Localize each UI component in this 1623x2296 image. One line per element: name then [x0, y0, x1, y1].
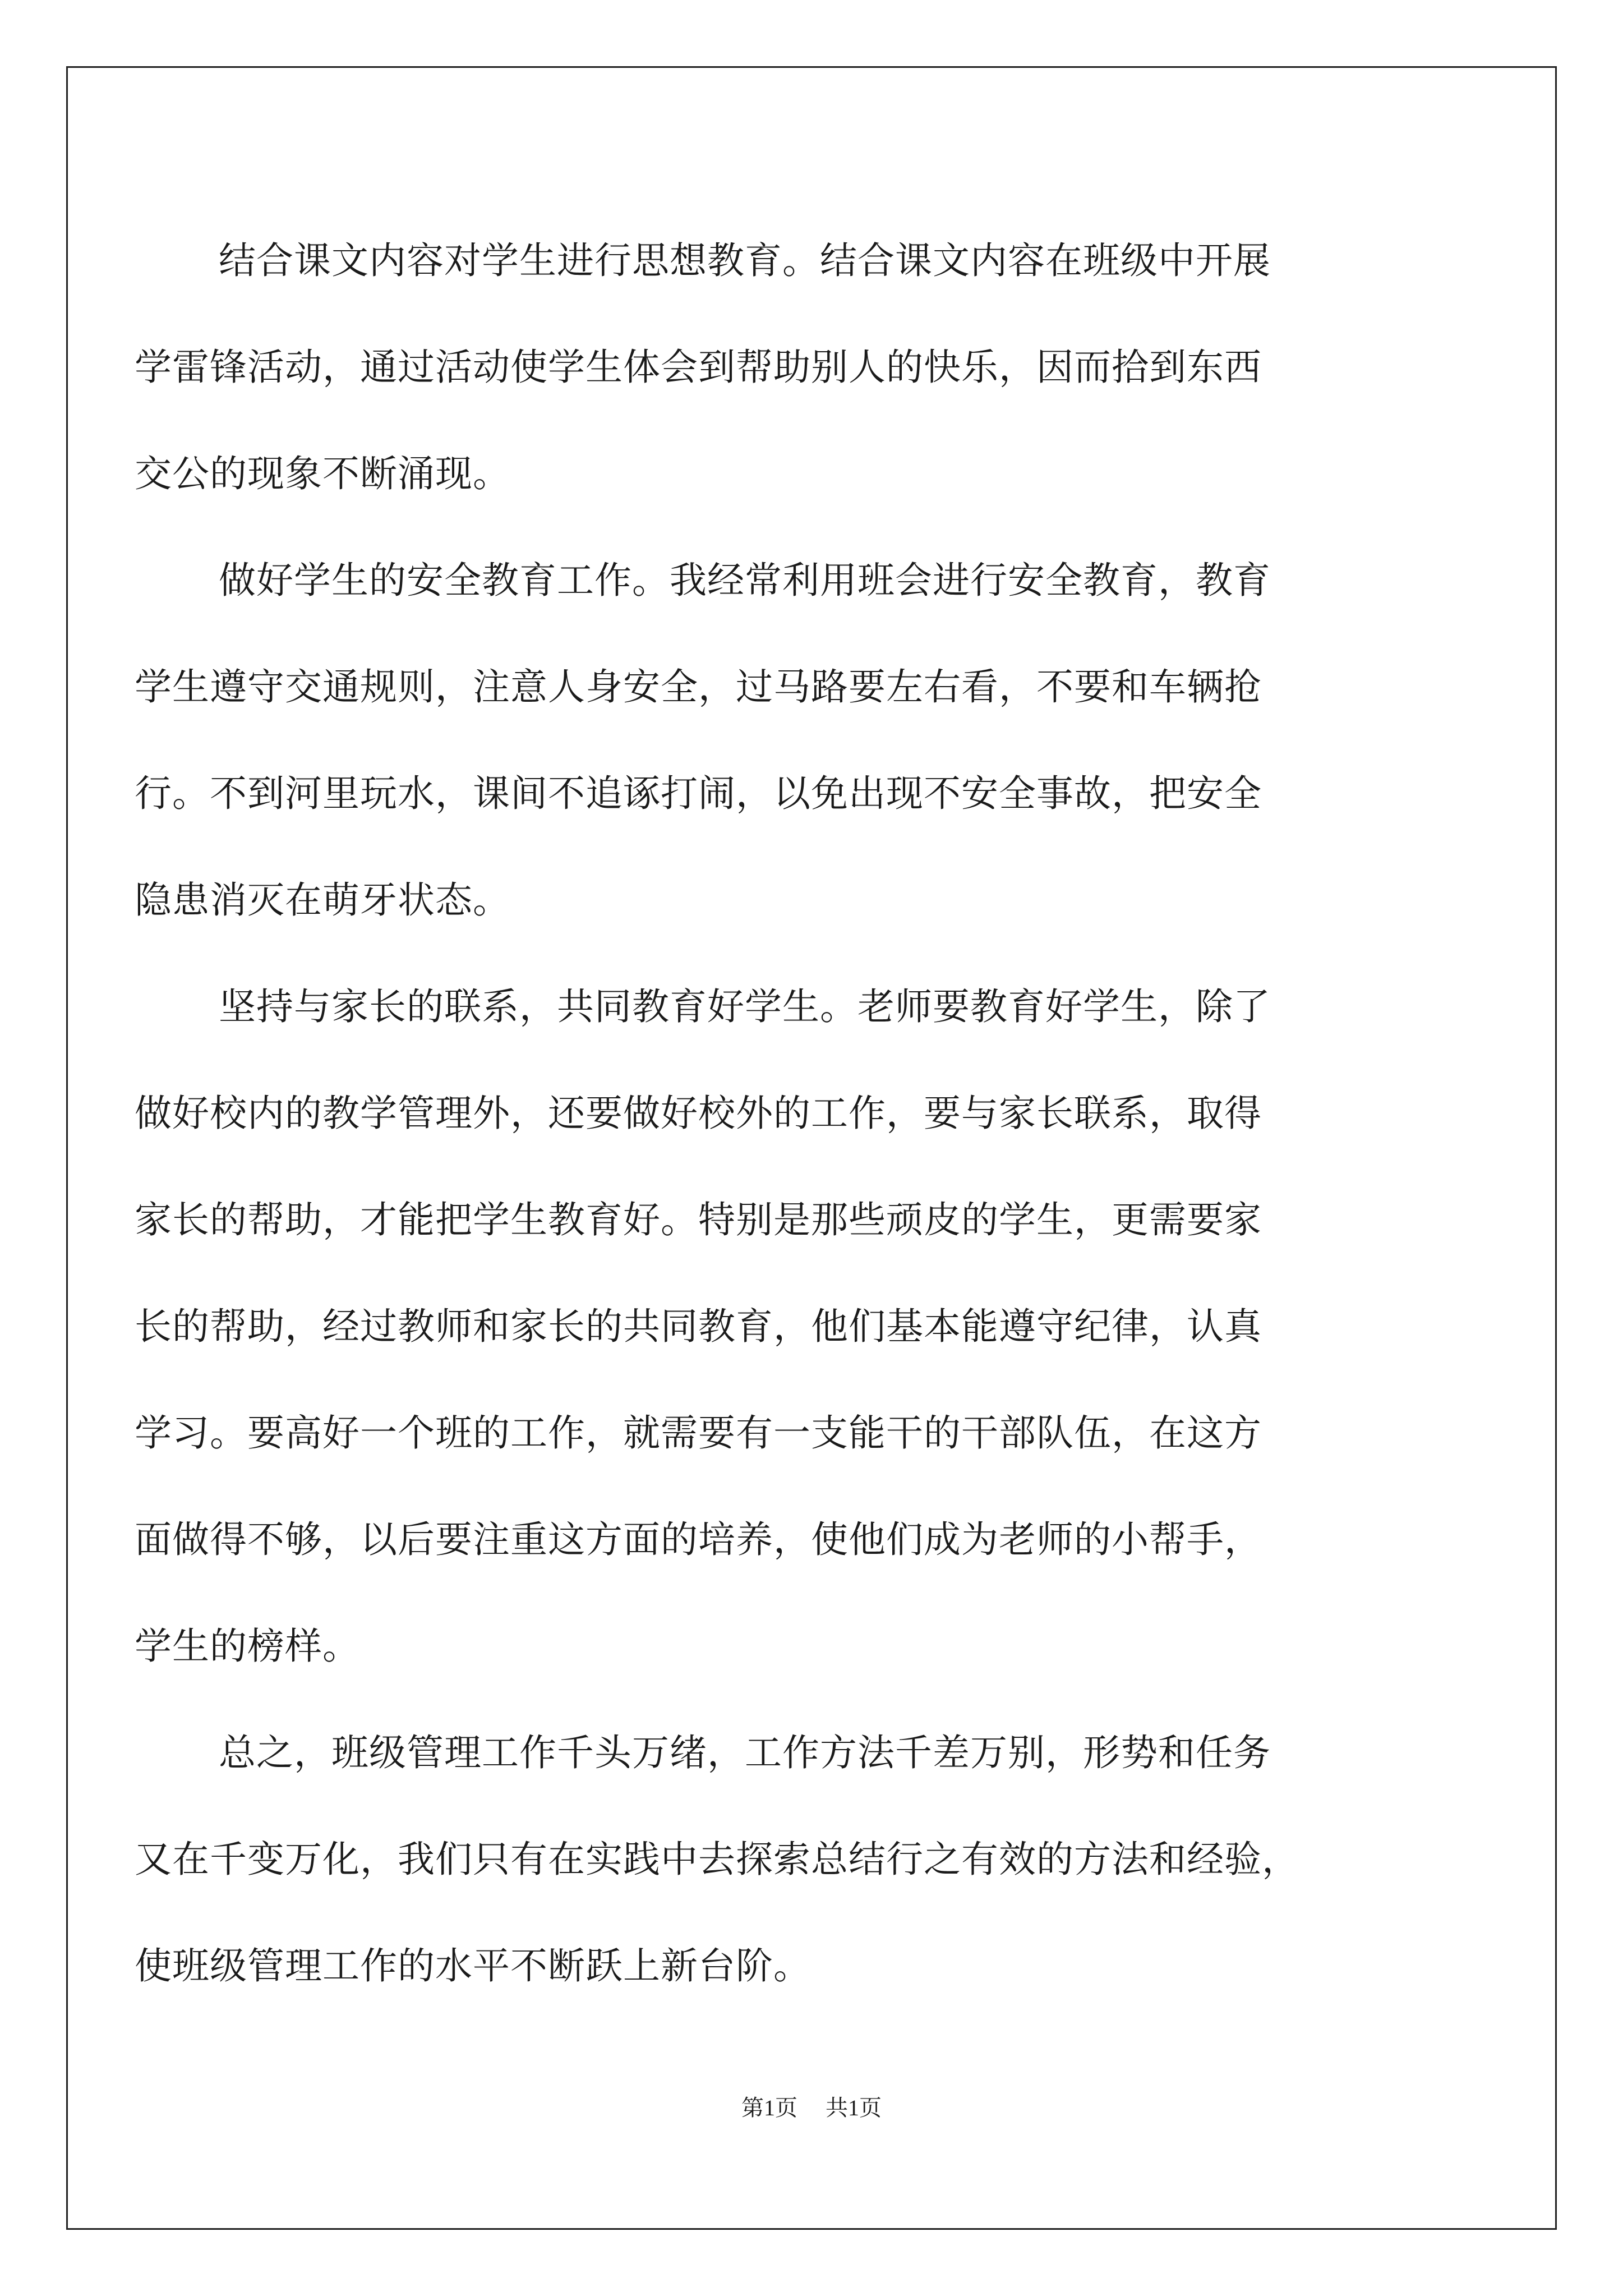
document-body — [135, 208, 1492, 2019]
text-line: 行。不到河里玩水，课间不追诼打闹，以免出现不安全事故，把安全 — [135, 772, 1262, 815]
text-line: 学雷锋活动，通过活动使学生体会到帮助别人的快乐，因而拾到东西 — [135, 346, 1262, 389]
text-line: 结合课文内容对学生进行思想教育。结合课文内容在班级中开展 — [219, 239, 1271, 282]
paragraph-2 — [135, 527, 1492, 954]
page-footer — [0, 2091, 1623, 2125]
text-line: 面做得不够，以后要注重这方面的培养，使他们成为老师的小帮手， — [135, 1518, 1262, 1561]
text-line: 又在千变万化，我们只有在实践中去探索总结行之有效的方法和经验， — [135, 1838, 1299, 1881]
text-line: 使班级管理工作的水平不断跃上新台阶。 — [135, 1944, 811, 1987]
text-line: 学习。要高好一个班的工作，就需要有一支能干的干部队伍，在这方 — [135, 1411, 1262, 1455]
text-line: 总之，班级管理工作千头万绪，工作方法千差万别，形势和任务 — [219, 1731, 1271, 1774]
text-line: 学生遵守交通规则，注意人身安全，过马路要左右看，不要和车辆抢 — [135, 665, 1262, 708]
text-line: 做好学生的安全教育工作。我经常利用班会进行安全教育，教育 — [219, 559, 1271, 602]
paragraph-4 — [135, 1700, 1492, 2019]
text-line: 坚持与家长的联系，共同教育好学生。老师要教育好学生，除了 — [219, 985, 1271, 1028]
text-line: 学生的榜样。 — [135, 1625, 360, 1668]
text-line: 长的帮助，经过教师和家长的共同教育，他们基本能遵守纪律，认真 — [135, 1305, 1262, 1348]
paragraph-3 — [135, 954, 1492, 1700]
page-total: 共1页 — [826, 2095, 882, 2120]
text-line: 隐患消灭在萌牙状态。 — [135, 878, 510, 922]
text-line: 交公的现象不断涌现。 — [135, 452, 510, 495]
text-line: 做好校内的教学管理外，还要做好校外的工作，要与家长联系，取得 — [135, 1092, 1262, 1135]
paragraph-1 — [135, 208, 1492, 527]
page-number: 第1页 — [741, 2095, 797, 2120]
text-line: 家长的帮助，才能把学生教育好。特别是那些顽皮的学生，更需要家 — [135, 1198, 1262, 1241]
